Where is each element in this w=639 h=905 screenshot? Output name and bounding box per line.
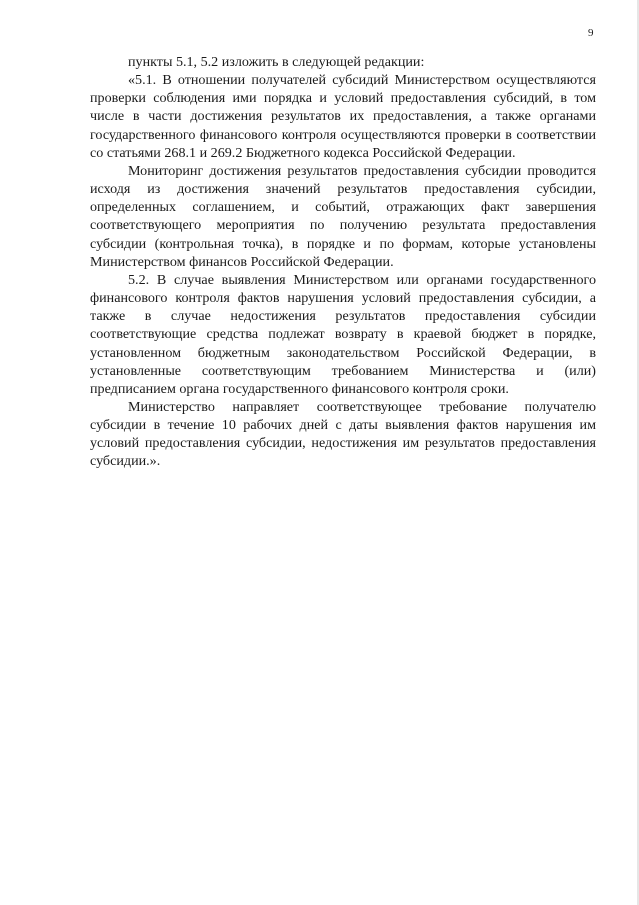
paragraph-intro: пункты 5.1, 5.2 изложить в следующей редакции: <box>128 54 425 70</box>
page-number: 9 <box>588 27 594 39</box>
paragraph-5-2: 5.2. В случае выявления Министерством или органами государственного финансового контроля фактов нарушения условий предоставления субсидии, а также в случае недостижения результатов предоставления субсидии соответствующие средства подлежат возврату в краевой бюджет в порядке, установленном бюджетным законодательством Российской Федерации, в установленные соответствующим требованием Министерства и (или) предписанием органа государственного финансового контроля сроки. <box>90 271 596 397</box>
paragraph-monitoring: Мониторинг достижения результатов предоставления субсидии проводится исходя из достижения значений результатов предоставления субсидии, определенных соглашением, и событий, отражающих факт завершения соответствующего мероприятия по получению результата предоставления субсидии (контрольная точка), в порядке и по формам, которые установлены Министерством финансов Российской Федерации. <box>90 162 596 270</box>
document-body <box>90 53 596 471</box>
paragraph-5-1: «5.1. В отношении получателей субсидий Министерством осуществляются проверки соблюдения ими порядка и условий предоставления субсидий, в том числе в части достижения результатов их предоставления, а также органами государственного финансового контроля осуществляются проверки в соответствии со статьями 268.1 и 269.2 Бюджетного кодекса Российской Федерации. <box>90 72 596 161</box>
paragraph-ministry-requirement: Министерство направляет соответствующее требование получателю субсидии в течение 10 рабочих дней с даты выявления фактов нарушения им условий предоставления субсидии, недостижения им результатов предоставления субсидии.». <box>90 398 596 470</box>
